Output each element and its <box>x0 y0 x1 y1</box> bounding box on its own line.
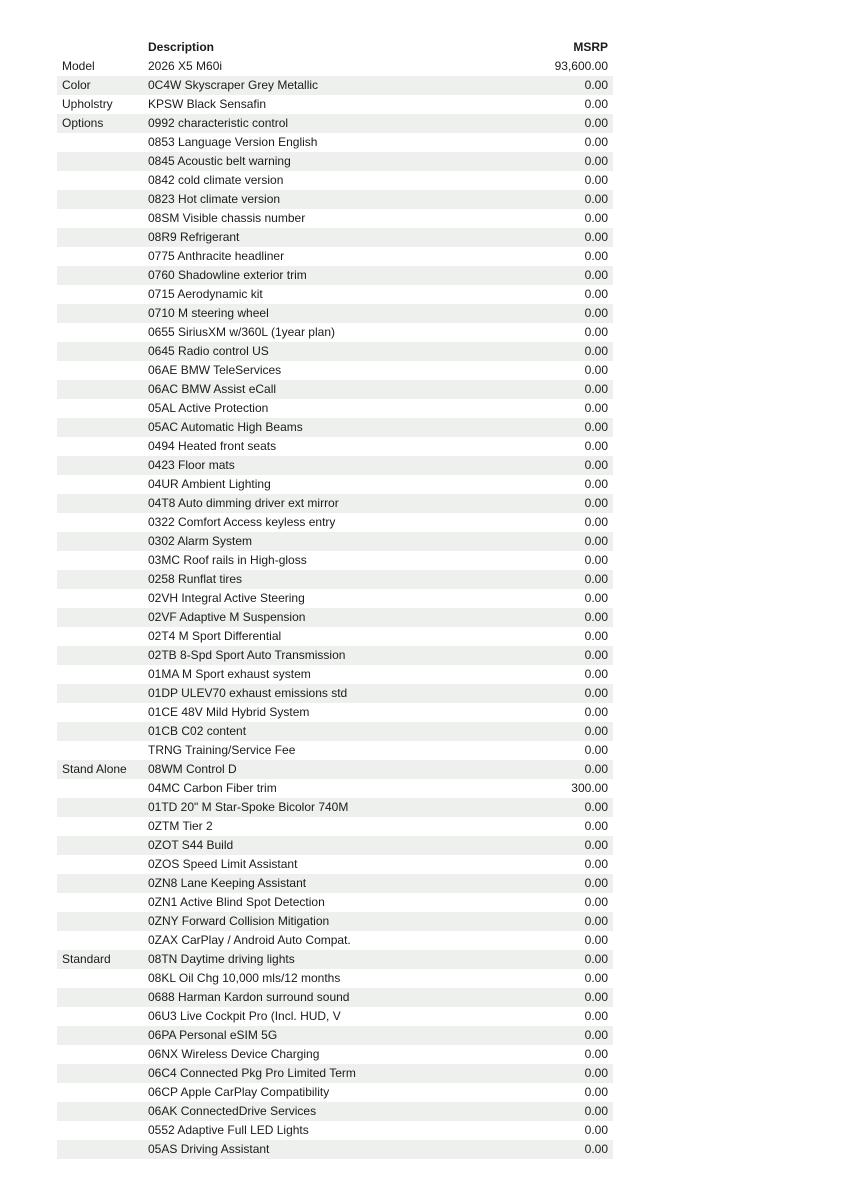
table-row <box>57 342 613 361</box>
row-category: Options <box>62 116 104 130</box>
row-description: 04UR Ambient Lighting <box>148 477 271 491</box>
row-description: 0845 Acoustic belt warning <box>148 154 291 168</box>
table-row <box>57 931 613 950</box>
table-row <box>57 589 613 608</box>
row-msrp: 0.00 <box>584 895 608 909</box>
row-category: Model <box>62 59 95 73</box>
row-msrp: 0.00 <box>584 705 608 719</box>
table-row <box>57 1102 613 1121</box>
row-description: 0992 characteristic control <box>148 116 289 130</box>
table-row <box>57 570 613 589</box>
row-msrp: 0.00 <box>584 173 608 187</box>
table-row <box>57 380 613 399</box>
row-description: 0552 Adaptive Full LED Lights <box>148 1123 309 1137</box>
row-msrp: 0.00 <box>584 1028 608 1042</box>
table-row <box>57 190 613 209</box>
row-description: 06AK ConnectedDrive Services <box>148 1104 317 1118</box>
row-msrp: 0.00 <box>584 154 608 168</box>
row-description: 01DP ULEV70 exhaust emissions std <box>148 686 348 700</box>
table-row <box>57 532 613 551</box>
row-category: Stand Alone <box>62 762 127 776</box>
row-description: 0853 Language Version English <box>148 135 318 149</box>
table-row <box>57 494 613 513</box>
row-description: 0688 Harman Kardon surround sound <box>148 990 350 1004</box>
table-row <box>57 988 613 1007</box>
table-row <box>57 1121 613 1140</box>
row-description: 0ZAX CarPlay / Android Auto Compat. <box>148 933 351 947</box>
table-row <box>57 969 613 988</box>
row-msrp: 0.00 <box>584 116 608 130</box>
table-row <box>57 684 613 703</box>
table-row <box>57 114 613 133</box>
row-description: 04MC Carbon Fiber trim <box>148 781 277 795</box>
row-description: 06CP Apple CarPlay Compatibility <box>148 1085 330 1099</box>
row-msrp: 0.00 <box>584 629 608 643</box>
table-row <box>57 399 613 418</box>
header-description: Description <box>148 40 215 54</box>
row-msrp: 0.00 <box>584 876 608 890</box>
table-row <box>57 57 613 76</box>
row-description: 0494 Heated front seats <box>148 439 277 453</box>
table-row <box>57 228 613 247</box>
table-row <box>57 874 613 893</box>
table-row <box>57 513 613 532</box>
table-row <box>57 76 613 95</box>
row-msrp: 0.00 <box>584 1123 608 1137</box>
row-msrp: 0.00 <box>584 420 608 434</box>
options-table <box>57 38 613 1159</box>
row-msrp: 0.00 <box>584 477 608 491</box>
row-description: 08SM Visible chassis number <box>148 211 306 225</box>
table-row <box>57 646 613 665</box>
row-description: 0710 M steering wheel <box>148 306 269 320</box>
row-msrp: 93,600.00 <box>554 59 608 73</box>
row-category: Upholstry <box>62 97 113 111</box>
table-row <box>57 1083 613 1102</box>
table-row <box>57 304 613 323</box>
table-row <box>57 855 613 874</box>
row-msrp: 0.00 <box>584 458 608 472</box>
row-description: 06C4 Connected Pkg Pro Limited Term <box>148 1066 356 1080</box>
table-row <box>57 817 613 836</box>
table-row <box>57 627 613 646</box>
row-msrp: 0.00 <box>584 363 608 377</box>
row-msrp: 0.00 <box>584 287 608 301</box>
table-row <box>57 893 613 912</box>
table-row <box>57 247 613 266</box>
row-msrp: 0.00 <box>584 971 608 985</box>
table-row <box>57 741 613 760</box>
row-description: 02TB 8-Spd Sport Auto Transmission <box>148 648 346 662</box>
row-description: 06AE BMW TeleServices <box>148 363 282 377</box>
row-description: 08KL Oil Chg 10,000 mls/12 months <box>148 971 341 985</box>
row-description: 0645 Radio control US <box>148 344 269 358</box>
table-row <box>57 418 613 437</box>
table-rows <box>57 57 613 1159</box>
table-row <box>57 950 613 969</box>
row-msrp: 0.00 <box>584 914 608 928</box>
row-msrp: 0.00 <box>584 952 608 966</box>
table-row <box>57 912 613 931</box>
row-description: 2026 X5 M60i <box>148 59 223 73</box>
row-msrp: 0.00 <box>584 306 608 320</box>
row-msrp: 0.00 <box>584 97 608 111</box>
row-msrp: 0.00 <box>584 591 608 605</box>
row-description: 06NX Wireless Device Charging <box>148 1047 320 1061</box>
row-description: 0C4W Skyscraper Grey Metallic <box>148 78 319 92</box>
row-msrp: 0.00 <box>584 1104 608 1118</box>
row-description: 06AC BMW Assist eCall <box>148 382 277 396</box>
table-row <box>57 456 613 475</box>
row-description: 0ZNY Forward Collision Mitigation <box>148 914 330 928</box>
row-msrp: 0.00 <box>584 1142 608 1156</box>
row-msrp: 0.00 <box>584 382 608 396</box>
row-msrp: 0.00 <box>584 439 608 453</box>
table-row <box>57 665 613 684</box>
row-msrp: 0.00 <box>584 230 608 244</box>
row-msrp: 0.00 <box>584 667 608 681</box>
row-description: TRNG Training/Service Fee <box>148 743 296 757</box>
row-description: 0ZN1 Active Blind Spot Detection <box>148 895 325 909</box>
table-row <box>57 209 613 228</box>
row-description: 08WM Control D <box>148 762 237 776</box>
table-row <box>57 95 613 114</box>
row-msrp: 0.00 <box>584 572 608 586</box>
row-msrp: 0.00 <box>584 857 608 871</box>
table-row <box>57 475 613 494</box>
header-msrp: MSRP <box>573 40 608 54</box>
table-row <box>57 437 613 456</box>
row-description: 0775 Anthracite headliner <box>148 249 285 263</box>
row-description: 0ZN8 Lane Keeping Assistant <box>148 876 307 890</box>
row-description: 02VH Integral Active Steering <box>148 591 305 605</box>
table-row <box>57 1045 613 1064</box>
row-msrp: 0.00 <box>584 1009 608 1023</box>
row-msrp: 0.00 <box>584 933 608 947</box>
row-description: 0715 Aerodynamic kit <box>148 287 263 301</box>
row-description: 05AC Automatic High Beams <box>148 420 303 434</box>
row-description: 06U3 Live Cockpit Pro (Incl. HUD, V <box>148 1009 341 1023</box>
table-row <box>57 703 613 722</box>
row-msrp: 0.00 <box>584 192 608 206</box>
row-description: 01CB C02 content <box>148 724 247 738</box>
row-description: KPSW Black Sensafin <box>148 97 267 111</box>
table-row <box>57 1026 613 1045</box>
row-description: 01TD 20" M Star-Spoke Bicolor 740M <box>148 800 349 814</box>
row-msrp: 0.00 <box>584 344 608 358</box>
row-description: 06PA Personal eSIM 5G <box>148 1028 278 1042</box>
row-description: 08TN Daytime driving lights <box>148 952 295 966</box>
row-description: 0ZOS Speed Limit Assistant <box>148 857 298 871</box>
row-description: 0842 cold climate version <box>148 173 284 187</box>
row-description: 0423 Floor mats <box>148 458 235 472</box>
row-msrp: 0.00 <box>584 249 608 263</box>
row-description: 0258 Runflat tires <box>148 572 243 586</box>
row-msrp: 0.00 <box>584 78 608 92</box>
table-row <box>57 722 613 741</box>
table-row <box>57 323 613 342</box>
row-msrp: 0.00 <box>584 553 608 567</box>
row-description: 0655 SiriusXM w/360L (1year plan) <box>148 325 335 339</box>
table-row <box>57 836 613 855</box>
table-row <box>57 133 613 152</box>
table-header-row <box>57 38 613 57</box>
row-msrp: 0.00 <box>584 838 608 852</box>
table-row <box>57 361 613 380</box>
row-description: 05AS Driving Assistant <box>148 1142 270 1156</box>
row-description: 02T4 M Sport Differential <box>148 629 282 643</box>
table-row <box>57 779 613 798</box>
table-row <box>57 1007 613 1026</box>
table-row <box>57 608 613 627</box>
row-msrp: 0.00 <box>584 496 608 510</box>
row-description: 0ZTM Tier 2 <box>148 819 213 833</box>
table-row <box>57 152 613 171</box>
table-row <box>57 285 613 304</box>
table-row <box>57 171 613 190</box>
row-description: 05AL Active Protection <box>148 401 269 415</box>
row-msrp: 0.00 <box>584 1066 608 1080</box>
row-description: 04T8 Auto dimming driver ext mirror <box>148 496 339 510</box>
row-description: 02VF Adaptive M Suspension <box>148 610 306 624</box>
row-description: 0823 Hot climate version <box>148 192 281 206</box>
row-msrp: 0.00 <box>584 1047 608 1061</box>
row-msrp: 0.00 <box>584 648 608 662</box>
row-description: 03MC Roof rails in High-gloss <box>148 553 307 567</box>
row-category: Standard <box>62 952 111 966</box>
table-row <box>57 551 613 570</box>
row-msrp: 0.00 <box>584 743 608 757</box>
row-msrp: 0.00 <box>584 268 608 282</box>
table-row <box>57 266 613 285</box>
row-description: 0760 Shadowline exterior trim <box>148 268 307 282</box>
row-msrp: 0.00 <box>584 515 608 529</box>
row-description: 08R9 Refrigerant <box>148 230 240 244</box>
row-msrp: 0.00 <box>584 819 608 833</box>
table-row <box>57 760 613 779</box>
table-row <box>57 1064 613 1083</box>
row-description: 01CE 48V Mild Hybrid System <box>148 705 310 719</box>
table-row <box>57 798 613 817</box>
row-msrp: 0.00 <box>584 325 608 339</box>
row-description: 0322 Comfort Access keyless entry <box>148 515 336 529</box>
row-description: 0302 Alarm System <box>148 534 253 548</box>
row-msrp: 0.00 <box>584 800 608 814</box>
row-msrp: 0.00 <box>584 610 608 624</box>
row-msrp: 0.00 <box>584 534 608 548</box>
row-description: 0ZOT S44 Build <box>148 838 234 852</box>
row-msrp: 0.00 <box>584 135 608 149</box>
table-row <box>57 1140 613 1159</box>
row-msrp: 0.00 <box>584 211 608 225</box>
row-msrp: 0.00 <box>584 1085 608 1099</box>
row-msrp: 0.00 <box>584 686 608 700</box>
row-description: 01MA M Sport exhaust system <box>148 667 311 681</box>
row-msrp: 0.00 <box>584 724 608 738</box>
row-msrp: 0.00 <box>584 762 608 776</box>
row-msrp: 0.00 <box>584 990 608 1004</box>
row-msrp: 0.00 <box>584 401 608 415</box>
row-msrp: 300.00 <box>571 781 608 795</box>
row-category: Color <box>62 78 91 92</box>
